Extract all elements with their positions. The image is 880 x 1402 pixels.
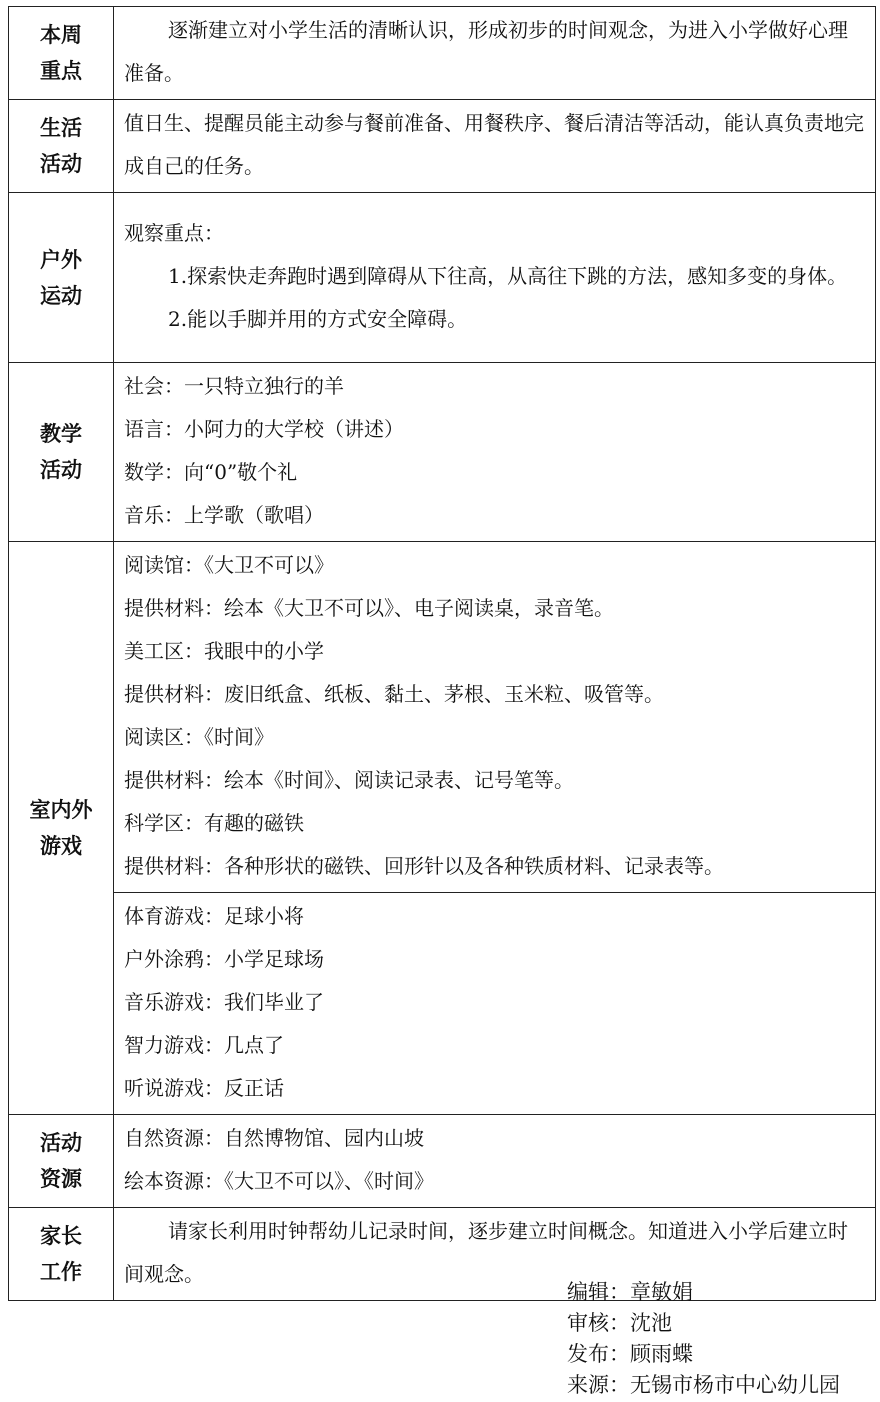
list-item: 社会：一只特立独行的羊 xyxy=(124,374,344,398)
label-line: 游戏 xyxy=(40,834,82,858)
row-weekly-focus xyxy=(9,7,876,100)
label-line: 室内外 xyxy=(29,798,93,822)
row-games-indoor xyxy=(9,542,876,893)
paragraph: 逐渐建立对小学生活的清晰认识，形成初步的时间观念，为进入小学做好心理准备。 xyxy=(124,18,848,85)
row-activity-resources xyxy=(9,1115,876,1208)
list-item: 听说游戏：反正话 xyxy=(124,1076,284,1100)
observation-item: 1.探索快走奔跑时遇到障碍从下往高，从高往下跳的方法，感知多变的身体。 xyxy=(168,264,848,288)
label-line: 户外 xyxy=(40,247,82,272)
list-item: 提供材料：各种形状的磁铁、回形针以及各种铁质材料、记录表等。 xyxy=(124,854,724,878)
label-activity-resources xyxy=(9,1115,114,1208)
content-weekly-focus xyxy=(114,7,876,100)
list-item: 智力游戏：几点了 xyxy=(124,1033,284,1057)
row-daily-life xyxy=(9,100,876,193)
editor-credit: 编辑：章敏娟 xyxy=(567,1280,693,1304)
signature-block xyxy=(567,1277,840,1401)
label-line: 重点 xyxy=(40,59,82,83)
content-outdoor-sports xyxy=(114,193,876,363)
list-item: 提供材料：绘本《时间》、阅读记录表、记号笔等。 xyxy=(124,768,574,792)
row-outdoor-sports xyxy=(9,193,876,363)
source-credit: 来源：无锡市杨市中心幼儿园 xyxy=(567,1373,840,1397)
content-teaching-activities xyxy=(114,363,876,542)
label-line: 运动 xyxy=(40,283,82,308)
list-item: 户外涂鸦：小学足球场 xyxy=(124,947,324,971)
list-item: 音乐游戏：我们毕业了 xyxy=(124,990,324,1014)
label-line: 活动 xyxy=(40,458,82,482)
label-line: 工作 xyxy=(40,1260,82,1284)
list-item: 体育游戏：足球小将 xyxy=(124,904,304,928)
list-item: 音乐：上学歌（歌唱） xyxy=(124,503,324,527)
label-line: 生活 xyxy=(40,116,82,140)
publisher-credit: 发布：顾雨蝶 xyxy=(567,1342,693,1366)
list-item: 科学区：有趣的磁铁 xyxy=(124,811,304,835)
content-games-indoor xyxy=(114,542,876,893)
content-games-outdoor xyxy=(114,893,876,1115)
label-daily-life xyxy=(9,100,114,193)
row-teaching-activities xyxy=(9,363,876,542)
list-item: 提供材料：绘本《大卫不可以》、电子阅读桌，录音笔。 xyxy=(124,596,614,620)
label-line: 教学 xyxy=(40,422,82,446)
reviewer-credit: 审核：沈池 xyxy=(567,1311,672,1335)
label-line: 活动 xyxy=(40,1131,82,1155)
list-item: 阅读馆：《大卫不可以》 xyxy=(124,553,334,577)
label-line: 本周 xyxy=(40,23,82,47)
observation-item: 2.能以手脚并用的方式安全障碍。 xyxy=(168,307,468,331)
label-weekly-focus xyxy=(9,7,114,100)
content-activity-resources xyxy=(114,1115,876,1208)
label-line: 资源 xyxy=(40,1167,82,1191)
list-item: 绘本资源：《大卫不可以》、《时间》 xyxy=(124,1169,434,1193)
label-parent-work xyxy=(9,1208,114,1301)
observation-heading: 观察重点： xyxy=(124,221,224,245)
list-item: 阅读区：《时间》 xyxy=(124,725,274,749)
content-daily-life xyxy=(114,100,876,193)
list-item: 数学：向“0”敬个礼 xyxy=(124,460,298,484)
weekly-plan-table xyxy=(8,6,876,1301)
paragraph: 值日生、提醒员能主动参与餐前准备、用餐秩序、餐后清洁等活动，能认真负责地完成自己的任务。 xyxy=(124,111,864,178)
label-games xyxy=(9,542,114,1115)
list-item: 美工区：我眼中的小学 xyxy=(124,639,324,663)
label-outdoor-sports xyxy=(9,193,114,363)
paragraph: 请家长利用时钟帮幼儿记录时间，逐步建立时间概念。知道进入小学后建立时间观念。 xyxy=(124,1219,848,1286)
label-line: 家长 xyxy=(40,1224,82,1248)
label-line: 活动 xyxy=(40,152,82,176)
list-item: 自然资源：自然博物馆、园内山坡 xyxy=(124,1126,424,1150)
list-item: 语言：小阿力的大学校（讲述） xyxy=(124,417,404,441)
row-games-outdoor xyxy=(9,893,876,1115)
list-item: 提供材料：废旧纸盒、纸板、黏土、茅根、玉米粒、吸管等。 xyxy=(124,682,664,706)
label-teaching-activities xyxy=(9,363,114,542)
